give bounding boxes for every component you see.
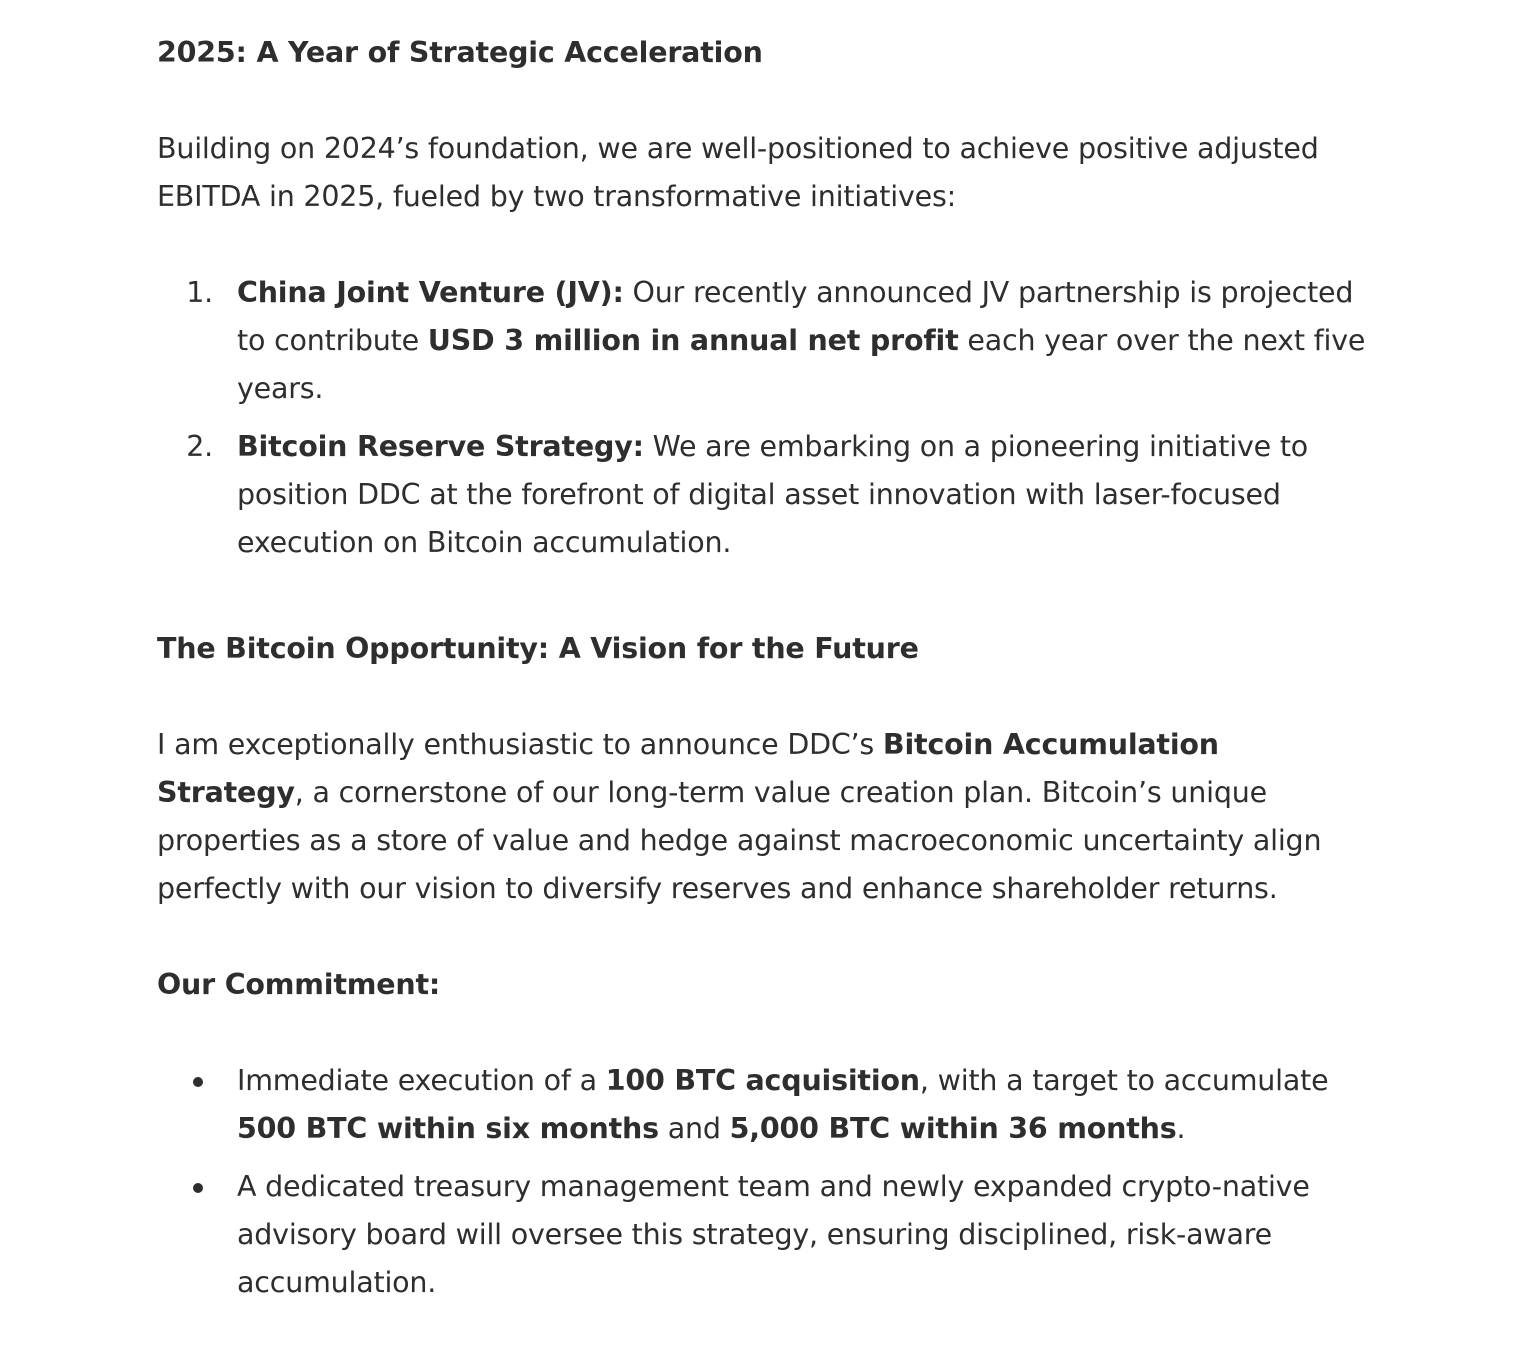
list-number: 2. xyxy=(186,430,213,463)
bullet-text: . xyxy=(1176,1112,1186,1145)
list-item-china-jv xyxy=(157,269,1367,413)
bullet-highlight-500btc: 500 BTC within six months xyxy=(237,1112,659,1145)
section-heading-2025: 2025: A Year of Strategic Acceleration xyxy=(157,36,763,69)
list-item-btc-targets xyxy=(157,1057,1367,1153)
bullet-text: A dedicated treasury management team and newly expanded crypto-native advisory board will oversee this strategy, ensuring disciplined, risk-aware accumulation. xyxy=(237,1170,1310,1299)
section-heading-bitcoin-opportunity: The Bitcoin Opportunity: A Vision for the Future xyxy=(157,632,919,665)
bullet-text: and xyxy=(658,1112,730,1145)
list-item-bitcoin-reserve xyxy=(157,423,1367,567)
bullet-icon xyxy=(193,1077,203,1087)
item-title: China Joint Venture (JV): xyxy=(237,276,624,309)
opportunity-paragraph xyxy=(157,721,1367,913)
item-text-end: each year over the next five years. xyxy=(237,324,1366,405)
paragraph-text-end: , a cornerstone of our long-term value creation plan. Bitcoin’s unique properties as a store of value and hedge against macroeconomic uncertainty align perfectly with our vision to diversify reserves and enhance shareholder returns. xyxy=(157,776,1322,905)
item-text: We are embarking on a pioneering initiative to position DDC at the forefront of digital asset innovation with laser-focused execution on Bitcoin accumulation. xyxy=(237,430,1309,559)
intro-paragraph: Building on 2024’s foundation, we are well-positioned to achieve positive adjusted EBITDA in 2025, fueled by two transformative initiatives: xyxy=(157,132,1319,213)
list-number: 1. xyxy=(186,276,213,309)
item-title: Bitcoin Reserve Strategy: xyxy=(237,430,644,463)
paragraph-text: I am exceptionally enthusiastic to announce DDC’s xyxy=(157,728,883,761)
document-body xyxy=(157,29,1367,1307)
bullet-highlight-5000btc: 5,000 BTC within 36 months xyxy=(729,1112,1177,1145)
bullet-icon xyxy=(193,1183,203,1193)
paragraph-highlight: Bitcoin Accumulation Strategy xyxy=(157,728,1219,809)
bullet-text: , with a target to accumulate xyxy=(919,1064,1329,1097)
bullet-text: Immediate execution of a xyxy=(237,1064,606,1097)
commitment-list xyxy=(157,1057,1367,1307)
item-text: Our recently announced JV partnership is projected to contribute xyxy=(237,276,1354,357)
bullet-highlight-100btc: 100 BTC acquisition xyxy=(605,1064,920,1097)
item-highlight: USD 3 million in annual net profit xyxy=(427,324,959,357)
section-heading-commitment: Our Commitment: xyxy=(157,968,441,1001)
initiatives-list xyxy=(157,269,1367,567)
list-item-treasury-team xyxy=(157,1163,1367,1307)
